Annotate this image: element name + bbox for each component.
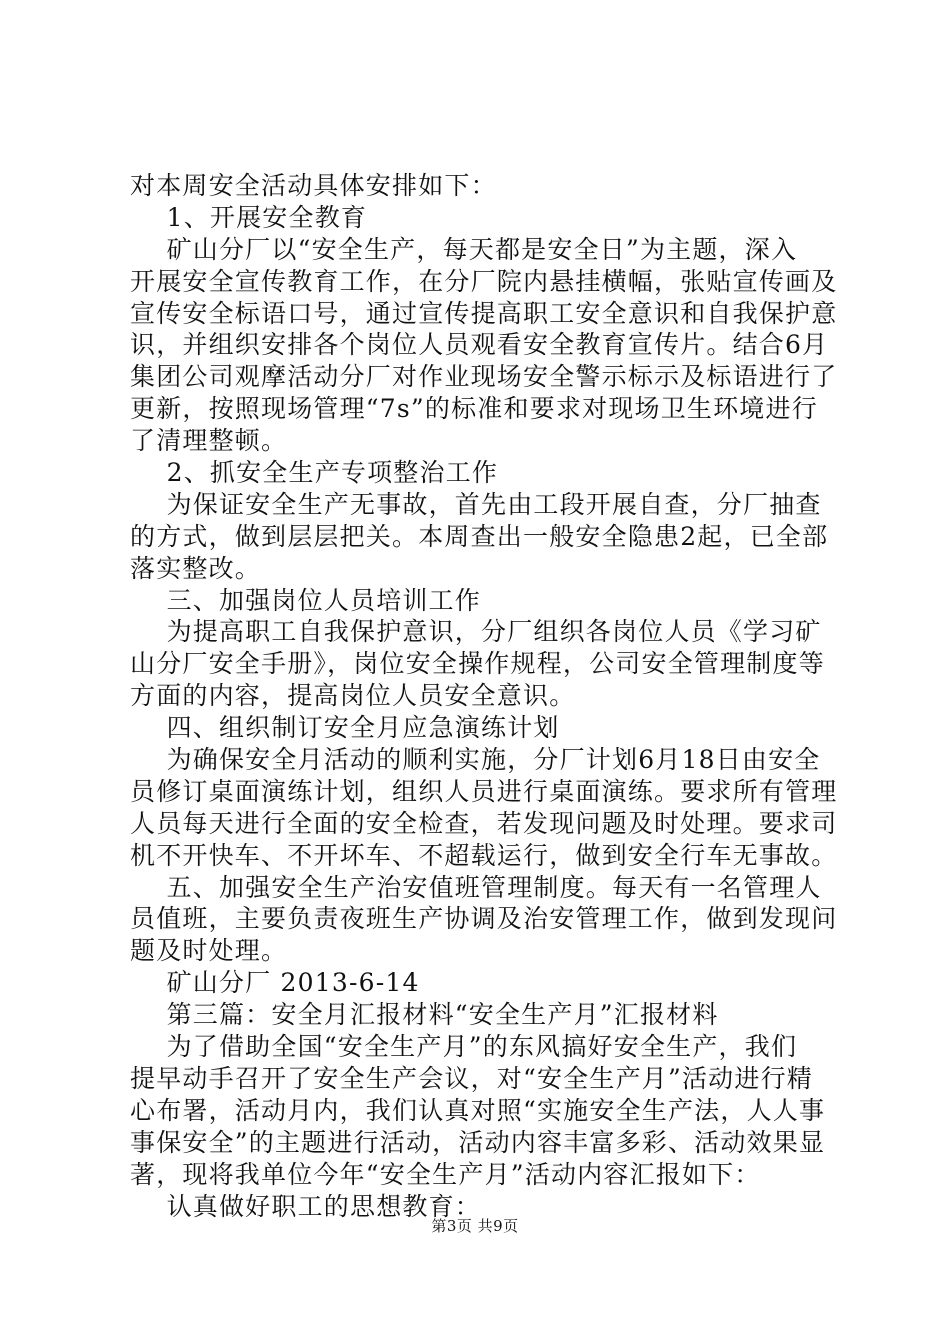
text-line: 的方式，做到层层把关。本周查出一般安全隐患2起，已全部 (130, 521, 829, 551)
text-line: 开展安全宣传教育工作，在分厂院内悬挂横幅，张贴宣传画及 (130, 266, 838, 296)
text-line: 第三篇：安全月汇报材料“安全生产月”汇报材料 (130, 1000, 719, 1030)
text-line: 事保安全”的主题进行活动，活动内容丰富多彩、活动效果显 (130, 1127, 826, 1157)
text-line: 心布署，活动月内，我们认真对照“实施安全生产法，人人事 (130, 1095, 826, 1125)
text-line: 人员每天进行全面的安全检查，若发现问题及时处理。要求司 (130, 808, 838, 838)
text-line: 落实整改。 (130, 553, 262, 583)
text-line: 员修订桌面演练计划，组织人员进行桌面演练。要求所有管理 (130, 776, 838, 806)
text-line: 为提高职工自我保护意识，分厂组织各岗位人员《学习矿 (130, 617, 822, 647)
text-line: 四、组织制订安全月应急演练计划 (130, 713, 560, 743)
document-body (130, 170, 838, 1222)
text-line: 题及时处理。 (130, 936, 288, 966)
text-line: 员值班，主要负责夜班生产协调及治安管理工作，做到发现问 (130, 904, 838, 934)
text-line: 五、加强安全生产治安值班管理制度。每天有一名管理人 (130, 872, 822, 902)
text-line: 2、抓安全生产专项整治工作 (130, 458, 499, 488)
text-line: 三、加强岗位人员培训工作 (130, 585, 481, 615)
text-line: 识，并组织安排各个岗位人员观看安全教育宣传片。结合6月 (130, 330, 829, 360)
text-line: 更新，按照现场管理“7s”的标准和要求对现场卫生环境进行 (130, 394, 818, 424)
text-line: 矿山分厂 2013-6-14 (130, 968, 420, 998)
text-line: 为保证安全生产无事故，首先由工段开展自查，分厂抽查 (130, 489, 822, 519)
text-line: 了清理整顿。 (130, 426, 288, 456)
text-line: 提早动手召开了安全生产会议，对“安全生产月”活动进行精 (130, 1063, 813, 1093)
page-footer: 第3页 共9页 (431, 1217, 519, 1235)
text-line: 为确保安全月活动的顺利实施，分厂计划6月18日由安全 (130, 745, 821, 775)
text-line: 宣传安全标语口号，通过宣传提高职工安全意识和自我保护意 (130, 298, 838, 328)
text-line: 认真做好职工的思想教育： (130, 1191, 481, 1221)
text-line: 集团公司观摩活动分厂对作业现场安全警示标示及标语进行了 (130, 362, 838, 392)
text-line: 为了借助全国“安全生产月”的东风搞好安全生产，我们 (130, 1032, 798, 1062)
text-line: 对本周安全活动具体安排如下： (130, 171, 497, 200)
text-line: 方面的内容，提高岗位人员安全意识。 (130, 681, 576, 711)
text-line: 1、开展安全教育 (130, 202, 368, 232)
text-line: 山分厂安全手册》，岗位安全操作规程，公司安全管理制度等 (130, 649, 825, 679)
text-line: 著，现将我单位今年“安全生产月”活动内容汇报如下： (130, 1159, 761, 1189)
text-line: 矿山分厂以“安全生产，每天都是安全日”为主题，深入 (130, 234, 798, 264)
text-line: 机不开快车、不开坏车、不超载运行，做到安全行车无事故。 (130, 840, 838, 870)
